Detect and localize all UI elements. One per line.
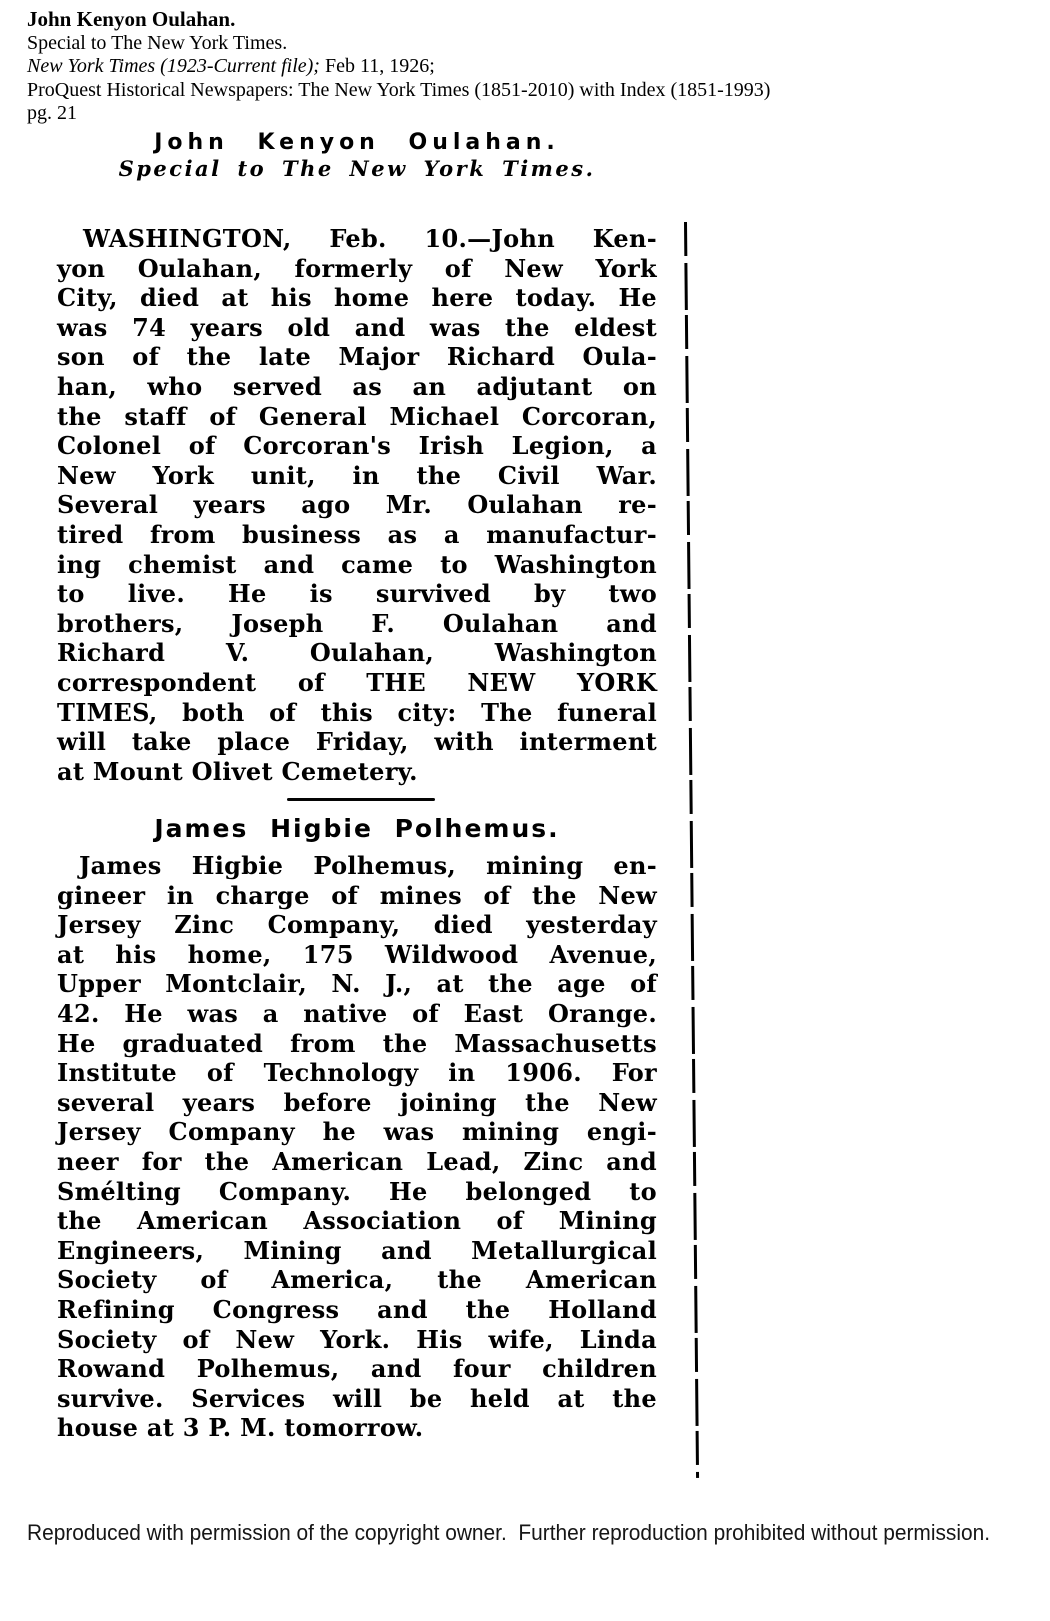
article-line: was 74 years old and was the eldest	[57, 312, 657, 342]
citation-source-name: New York Times (1923-Current file);	[27, 55, 320, 77]
citation-byline: Special to The New York Times.	[27, 31, 288, 54]
citation-title: John Kenyon Oulahan.	[27, 7, 236, 31]
article-line: Institute of Technology in 1906. For	[57, 1058, 657, 1088]
article-line: Smélting Company. He belonged to	[57, 1176, 657, 1206]
citation-source-line	[27, 55, 1017, 79]
article-line: at his home, 175 Wildwood Avenue,	[57, 939, 657, 969]
article-line: He graduated from the Massachusetts	[57, 1028, 657, 1058]
article-line: correspondent of THE NEW YORK	[57, 667, 657, 697]
article-line: several years before joining the New	[57, 1087, 657, 1117]
article2-body	[57, 851, 657, 1443]
article-line: at Mount Olivet Cemetery.	[57, 756, 418, 786]
article2-headline: James Higbie Polhemus.	[154, 814, 560, 843]
article-line: WASHINGTON, Feb. 10.—John Ken-	[83, 224, 657, 253]
citation-header	[27, 8, 1017, 126]
article-line: City, died at his home here today. He	[57, 283, 657, 313]
copyright-footer: Reproduced with permission of the copyright owner. Further reproduction prohibited without permission.	[27, 1520, 991, 1545]
citation-database: ProQuest Historical Newspapers: The New York Times (1851-2010) with Index (1851-1993)	[27, 78, 771, 101]
article-line: Society of America, the American	[57, 1265, 657, 1295]
citation-source-date: Feb 11, 1926;	[319, 55, 435, 77]
article-line: the American Association of Mining	[57, 1206, 657, 1236]
article1-body	[57, 224, 657, 786]
article-line: will take place Friday, with interment	[57, 727, 657, 757]
article-line: son of the late Major Richard Oula-	[57, 342, 657, 372]
article-line: James Higbie Polhemus, mining en-	[79, 851, 657, 880]
article-line: 42. He was a native of East Orange.	[57, 998, 657, 1028]
article-line: tired from business as a manufactur-	[57, 519, 657, 549]
citation-page-number: pg. 21	[27, 102, 77, 124]
article-line: Richard V. Oulahan, Washington	[57, 638, 657, 668]
article-line: Refining Congress and the Holland	[57, 1294, 657, 1324]
article-line: gineer in charge of mines of the New	[57, 880, 657, 910]
article-line: to live. He is survived by two	[57, 579, 657, 609]
article1-subhead: Special to The New York Times.	[118, 156, 596, 181]
article1-headline: John Kenyon Oulahan.	[154, 130, 560, 155]
article-line: Jersey Zinc Company, died yesterday	[57, 910, 657, 940]
article-line: neer for the American Lead, Zinc and	[57, 1146, 657, 1176]
article-line: Upper Montclair, N. J., at the age of	[57, 969, 657, 999]
article-line: Colonel of Corcoran's Irish Legion, a	[57, 431, 657, 461]
article-line: han, who served as an adjutant on	[57, 371, 657, 401]
article-line: house at 3 P. M. tomorrow.	[57, 1413, 424, 1443]
article-line: Several years ago Mr. Oulahan re-	[57, 490, 657, 520]
article-line: TIMES, both of this city: The funeral	[57, 697, 657, 727]
article-line: the staff of General Michael Corcoran,	[57, 401, 657, 431]
article-line: ing chemist and came to Washington	[57, 549, 657, 579]
article-line: New York unit, in the Civil War.	[57, 460, 657, 490]
article-line: survive. Services will be held at the	[57, 1383, 657, 1413]
article-line: Rowand Polhemus, and four children	[57, 1354, 657, 1384]
section-divider-rule	[287, 798, 435, 801]
column-rule	[684, 222, 699, 1478]
article-line: brothers, Joseph F. Oulahan and	[57, 608, 657, 638]
article-line: Jersey Company he was mining engi-	[57, 1117, 657, 1147]
article-line: Society of New York. His wife, Linda	[57, 1324, 657, 1354]
article-line: Engineers, Mining and Metallurgical	[57, 1235, 657, 1265]
article-line: yon Oulahan, formerly of New York	[57, 253, 657, 283]
